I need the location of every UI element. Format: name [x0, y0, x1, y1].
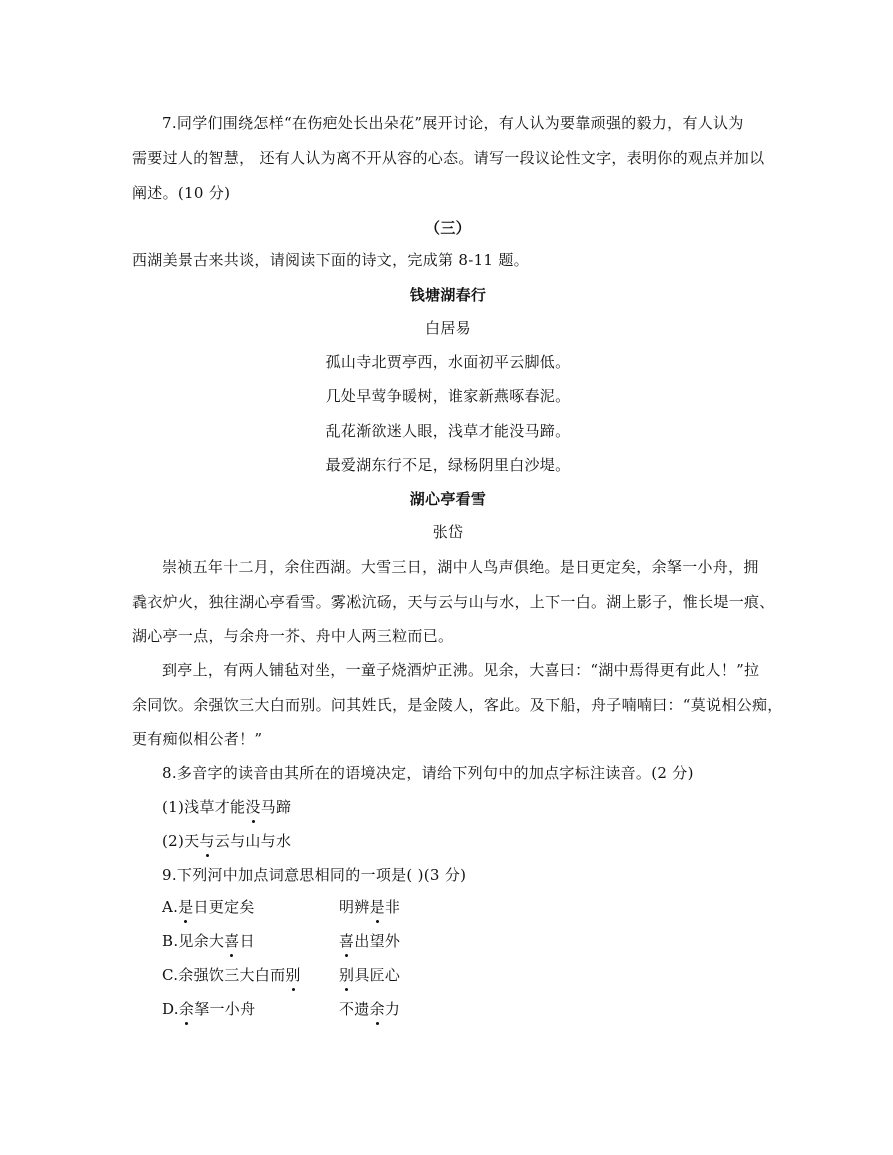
q9-stem: 9.下列河中加点词意思相同的一项是( )(3 分): [162, 866, 467, 884]
q8-item-2-dotted-char: 与: [199, 832, 215, 850]
prose-p2-line-3: 更有痴似相公者！”: [132, 730, 263, 748]
q9-option-d: D.余拏一小舟 不遗余力: [162, 1000, 401, 1018]
poem-title: 钱塘湖春行: [409, 286, 487, 304]
q8-item-2: (2)天与云与山与水: [162, 832, 292, 850]
q9-option-c-dotted-char: 别: [285, 966, 301, 984]
q9-option-a-dotted-char: 是: [178, 898, 194, 916]
q9-option-c-compare: 别具匠心: [339, 966, 401, 984]
poem-line-1: 孤山寺北贾亭西，水面初平云脚低。: [325, 353, 571, 371]
q8-item-1: (1)浅草才能没马蹄: [162, 798, 292, 816]
prose-p2-line-1: 到亭上，有两人铺毡对坐，一童子烧酒炉正沸。见余，大喜曰：“湖中焉得更有此人！”拉: [162, 661, 760, 679]
prose-p1-line-2: 毳衣炉火，独往湖心亭看雪。雾凇沆砀，天与云与山与水，上下一白。湖上影子，惟长堤一痕、: [132, 593, 775, 611]
q8-stem: 8.多音字的读音由其所在的语境决定，请给下列句中的加点字标注读音。(2 分): [162, 764, 694, 782]
q9-option-d-dotted-char: 余: [178, 1000, 195, 1018]
q9-option-a-compare: 明辨是非: [339, 898, 401, 916]
q9-option-d-compare: 不遗余力: [339, 1000, 401, 1018]
q9-option-a: A.是日更定矣 明辨是非: [162, 898, 401, 916]
prose-title: 湖心亭看雪: [409, 490, 487, 508]
poem-line-3: 乱花渐欲迷人眼，浅草才能没马蹄。: [325, 422, 571, 440]
prose-p1-line-1: 崇祯五年十二月，余住西湖。大雪三日，湖中人鸟声俱绝。是日更定矣，余拏一小舟，拥: [162, 558, 759, 576]
q7-line-3: 阐述。(10 分): [132, 184, 231, 202]
section-intro: 西湖美景古来共谈，请阅读下面的诗文，完成第 8-11 题。: [132, 251, 529, 269]
poem-author: 白居易: [425, 319, 471, 337]
section-heading: （三）: [425, 219, 471, 237]
q7-line-1: 7.同学们围绕怎样“在伤疤处长出朵花”展开讨论，有人认为要靠顽强的毅力，有人认为: [162, 114, 744, 132]
q9-option-b: B.见余大喜日 喜出望外: [162, 932, 401, 950]
poem-line-4: 最爱湖东行不足，绿杨阴里白沙堤。: [325, 456, 571, 474]
q7-line-2: 需要过人的智慧， 还有人认为离不开从容的心态。请写一段议论性文字，表明你的观点并加以: [132, 149, 765, 167]
q9-option-b-compare: 喜出望外: [339, 932, 401, 950]
poem-line-2: 几处早莺争暖树，谁家新燕啄春泥。: [325, 387, 571, 405]
prose-author: 张岱: [432, 523, 464, 541]
prose-p2-line-2: 余同饮。余强饮三大白而别。问其姓氏，是金陵人，客此。及下船，舟子喃喃曰：“莫说相公痴，: [132, 696, 783, 714]
q8-item-1-dotted-char: 没: [245, 798, 261, 816]
q9-option-c: C.余强饮三大白而别 别具匠心: [162, 966, 401, 984]
prose-p1-line-3: 湖心亭一点，与余舟一芥、舟中人两三粒而已。: [132, 627, 454, 645]
q9-option-b-dotted-char: 喜: [224, 932, 240, 950]
